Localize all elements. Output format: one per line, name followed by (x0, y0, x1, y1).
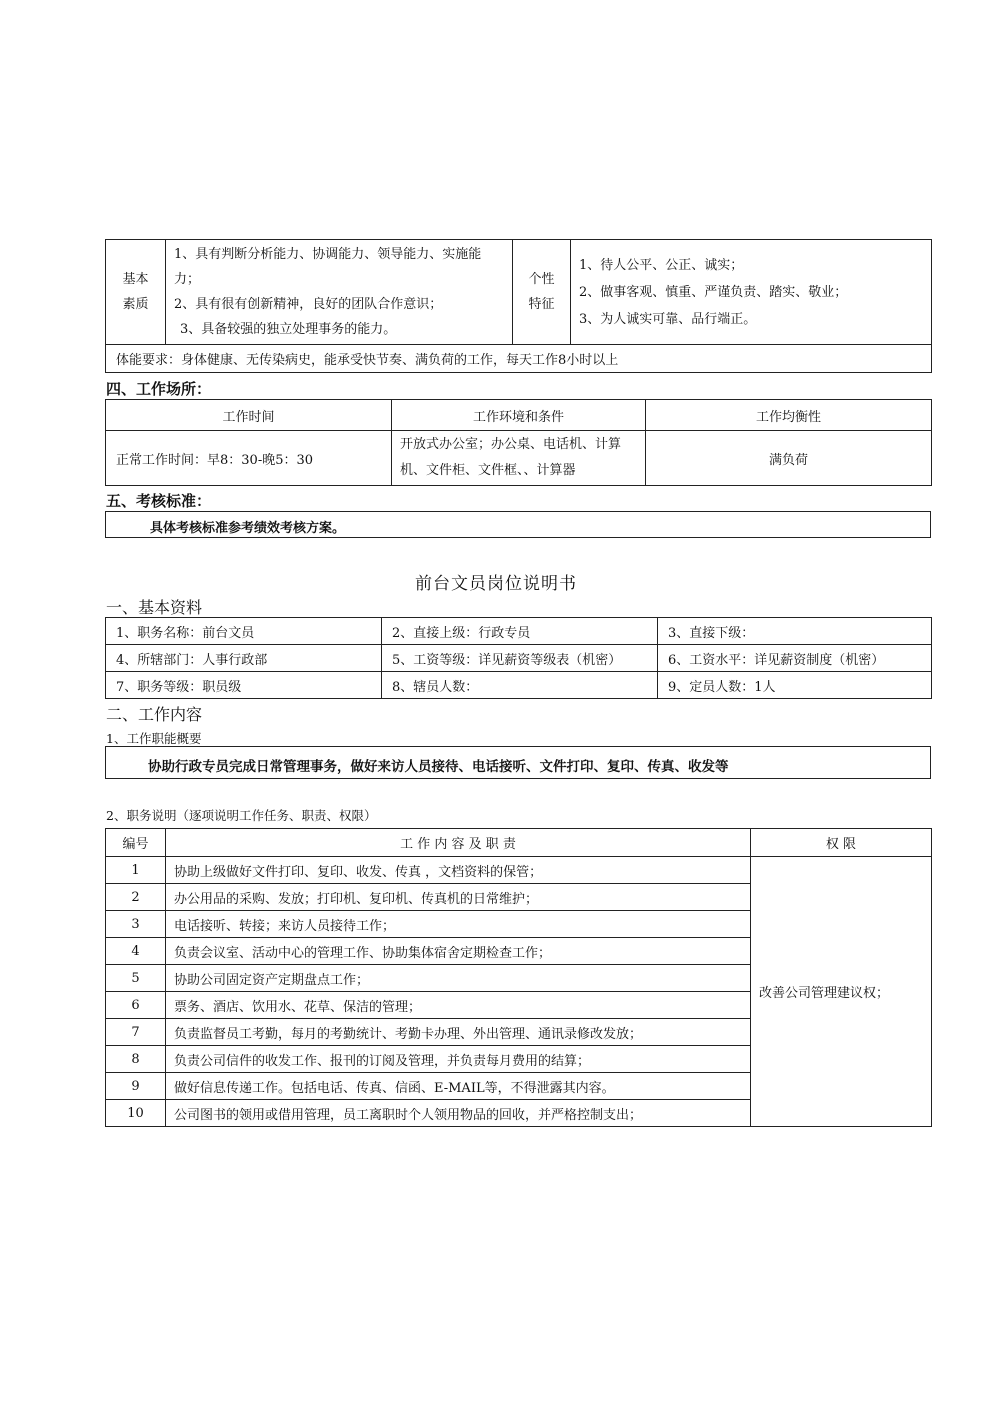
duty-text: 办公用品的采购、发放；打印机、复印机、传真机的日常维护； (166, 884, 751, 911)
col-authority-header: 权 限 (751, 829, 932, 857)
work-content-heading: 二、工作内容 (106, 705, 203, 724)
workplace-table (105, 399, 932, 486)
authority-cell: 改善公司管理建议权； (751, 857, 932, 1127)
duty-number: 5 (106, 965, 166, 992)
work-balance-value: 满负荷 (646, 431, 932, 486)
function-summary-text: 协助行政专员完成日常管理事务，做好来访人员接待、电话接听、文件打印、复印、传真、收发等 (148, 759, 729, 775)
assessment-heading: 五、考核标准： (106, 492, 212, 510)
basic-quality-cell (166, 240, 513, 345)
duty-text: 做好信息传递工作。包括电话、传真、信函、E-MAIL等，不得泄露其内容。 (166, 1073, 751, 1100)
col-duty-header: 工 作 内 容 及 职 责 (166, 829, 751, 857)
function-summary-subheading: 1、工作职能概要 (106, 731, 202, 746)
col-work-env: 工作环境和条件 (392, 400, 646, 431)
department-cell: 4、所辖部门：人事行政部 (106, 645, 382, 672)
duty-number: 7 (106, 1019, 166, 1046)
col-work-balance: 工作均衡性 (646, 400, 932, 431)
direct-subordinate-cell: 3、直接下级： (658, 618, 932, 645)
duty-table (105, 828, 932, 1127)
basic-quality-item: 1、具有判断分析能力、协调能力、领导能力、实施能力； (174, 247, 482, 287)
col-work-time: 工作时间 (106, 400, 392, 431)
personality-item: 3、为人诚实可靠、品行端正。 (579, 311, 757, 327)
work-env-value: 开放式办公室；办公桌、电话机、计算机、文件柜、文件框、、计算器 (392, 431, 646, 486)
qualities-table (105, 239, 932, 373)
function-summary-box (105, 746, 931, 779)
work-time-value: 正常工作时间：早8：30-晚5：30 (106, 431, 392, 486)
duty-description-subheading: 2、职务说明（逐项说明工作任务、职责、权限） (106, 808, 377, 823)
duty-text: 负责监督员工考勤，每月的考勤统计、考勤卡办理、外出管理、通讯录修改发放； (166, 1019, 751, 1046)
assessment-text: 具体考核标准参考绩效考核方案。 (150, 521, 346, 536)
duty-text: 负责会议室、活动中心的管理工作、协助集体宿舍定期检查工作； (166, 938, 751, 965)
duty-number: 9 (106, 1073, 166, 1100)
basic-quality-label: 基本素质 (106, 240, 166, 345)
table-row (106, 857, 932, 884)
col-no-header: 编号 (106, 829, 166, 857)
job-title-cell: 1、职务名称：前台文员 (106, 618, 382, 645)
direct-superior-cell: 2、直接上级：行政专员 (382, 618, 658, 645)
basic-quality-item: 2、具有很有创新精神，良好的团队合作意识； (174, 297, 443, 312)
duty-text: 公司图书的领用或借用管理，员工离职时个人领用物品的回收，并严格控制支出； (166, 1100, 751, 1127)
personality-item: 2、做事客观、慎重、严谨负责、踏实、敬业； (579, 284, 848, 300)
basic-quality-item: 3、具备较强的独立处理事务的能力。 (180, 322, 397, 337)
salary-grade-cell: 5、工资等级：详见薪资等级表（机密） (382, 645, 658, 672)
personality-item: 1、待人公平、公正、诚实； (579, 257, 744, 273)
duty-number: 4 (106, 938, 166, 965)
basic-info-table (105, 617, 932, 699)
headcount-cell: 9、定员人数：1人 (658, 672, 932, 699)
duty-text: 票务、酒店、饮用水、花草、保洁的管理； (166, 992, 751, 1019)
duty-text: 协助上级做好文件打印、复印、收发、传真 ，文档资料的保管； (166, 857, 751, 884)
salary-level-cell: 6、工资水平：详见薪资制度（机密） (658, 645, 932, 672)
duty-number: 8 (106, 1046, 166, 1073)
duty-text: 协助公司固定资产定期盘点工作； (166, 965, 751, 992)
duty-number: 2 (106, 884, 166, 911)
job-grade-cell: 7、职务等级：职员级 (106, 672, 382, 699)
document-title: 前台文员岗位说明书 (415, 574, 577, 594)
assessment-box (105, 511, 931, 538)
duty-text: 负责公司信件的收发工作、报刊的订阅及管理，并负责每月费用的结算； (166, 1046, 751, 1073)
duty-number: 6 (106, 992, 166, 1019)
duty-number: 10 (106, 1100, 166, 1127)
personality-label: 个性特征 (513, 240, 571, 345)
physical-requirement: 体能要求：身体健康、无传染病史，能承受快节奏、满负荷的工作，每天工作8小时以上 (106, 345, 932, 373)
duty-text: 电话接听、转接；来访人员接待工作； (166, 911, 751, 938)
duty-number: 1 (106, 857, 166, 884)
basic-info-heading: 一、基本资料 (106, 598, 203, 617)
duty-number: 3 (106, 911, 166, 938)
workplace-heading: 四、工作场所： (106, 380, 212, 398)
staff-count-cell: 8、辖员人数： (382, 672, 658, 699)
personality-cell (571, 240, 932, 345)
